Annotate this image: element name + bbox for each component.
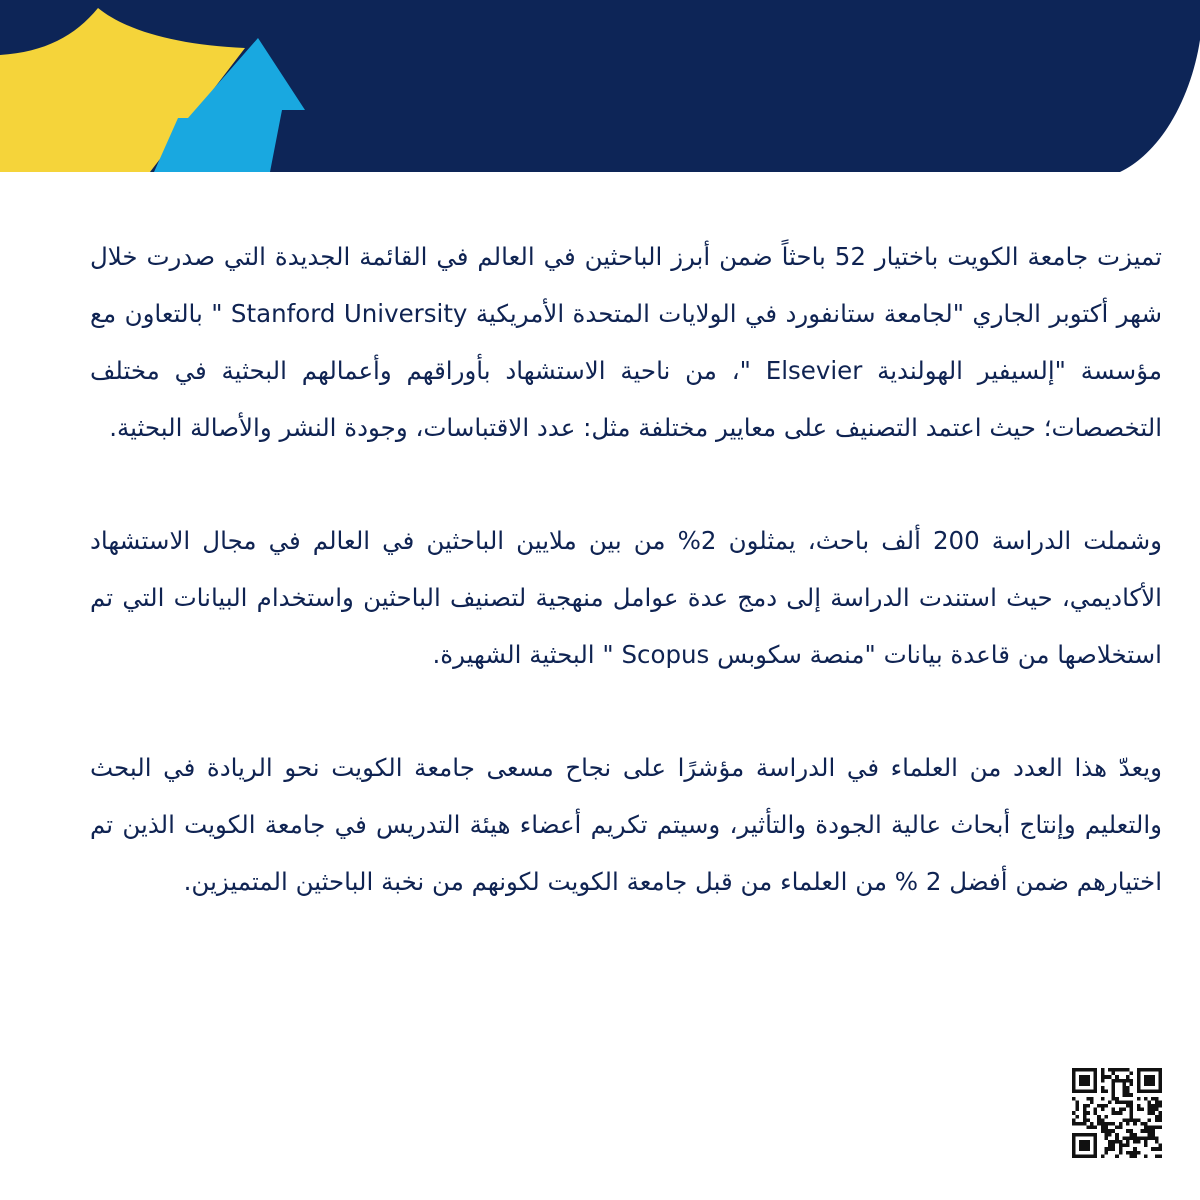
- article-body: [90, 228, 1162, 910]
- header-graphic: [0, 0, 1200, 172]
- paragraph-2: وشملت الدراسة 200 ألف باحث، يمثلون 2% من بين ملايين الباحثين في العالم في مجال الاستشهاد الأكاديمي، حيث استندت الدراسة إلى دمج عدة عوامل منهجية لتصنيف الباحثين واستخدام البيانات التي تم استخلاصها من قاعدة بيانات "منصة سكوبس Scopus " البحثية الشهيرة.: [90, 526, 1162, 669]
- header-banner: [0, 0, 1200, 172]
- paragraph-1: تميزت جامعة الكويت باختيار 52 باحثاً ضمن أبرز الباحثين في العالم في القائمة الجديدة التي صدرت خلال شهر أكتوبر الجاري "لجامعة ستانفورد في الولايات المتحدة الأمريكية Stanford University " بالتعاون مع مؤسسة "إلسيفير الهولندية Elsevier "، من ناحية الاستشهاد بأوراقهم وأعمالهم البحثية في مختلف التخصصات؛ حيث اعتمد التصنيف على معايير مختلفة مثل: عدد الاقتباسات، وجودة النشر والأصالة البحثية.: [90, 242, 1162, 442]
- qr-code-icon[interactable]: [1072, 1068, 1162, 1158]
- qr-code-graphic: [1072, 1068, 1162, 1158]
- paragraph-3: ويعدّ هذا العدد من العلماء في الدراسة مؤشرًا على نجاح مسعى جامعة الكويت نحو الريادة في البحث والتعليم وإنتاج أبحاث عالية الجودة والتأثير، وسيتم تكريم أعضاء هيئة التدريس في جامعة الكويت الذين تم اختيارهم ضمن أفضل 2 % من العلماء من قبل جامعة الكويت لكونهم من نخبة الباحثين المتميزين.: [90, 753, 1162, 896]
